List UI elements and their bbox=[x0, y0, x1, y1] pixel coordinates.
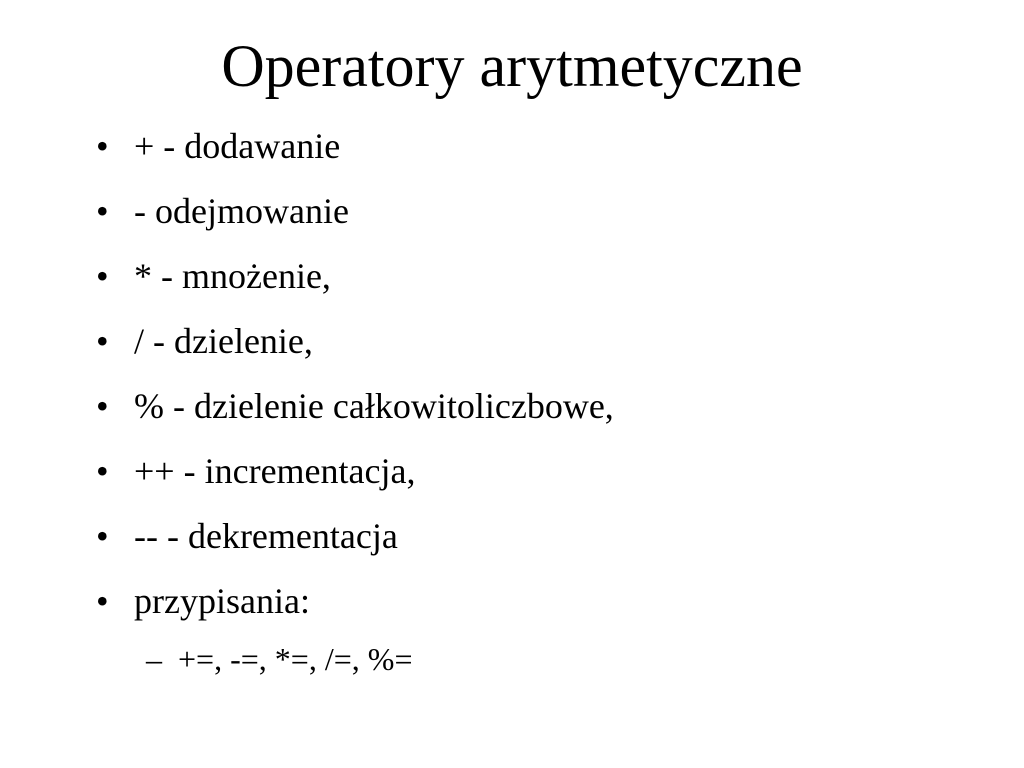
list-item bbox=[96, 510, 614, 562]
list-item bbox=[96, 315, 614, 367]
bullet-icon: • bbox=[96, 581, 109, 621]
list-item bbox=[96, 445, 614, 497]
dash-icon: – bbox=[146, 641, 162, 677]
list-item bbox=[96, 380, 614, 432]
slide-title: Operatory arytmetyczne bbox=[221, 33, 803, 99]
list-item-text: ++ - incrementacja, bbox=[134, 451, 416, 491]
bullet-icon: • bbox=[96, 256, 109, 296]
list-item-text: / - dzielenie, bbox=[134, 321, 313, 361]
bullet-list bbox=[96, 120, 614, 682]
list-item-text: + - dodawanie bbox=[134, 126, 341, 166]
bullet-icon: • bbox=[96, 321, 109, 361]
bullet-icon: • bbox=[96, 451, 109, 491]
bullet-icon: • bbox=[96, 516, 109, 556]
bullet-icon: • bbox=[96, 126, 109, 166]
list-item-text: -- - dekrementacja bbox=[134, 516, 398, 556]
list-item bbox=[96, 120, 614, 172]
sub-list-item bbox=[146, 636, 614, 682]
sub-list-item-text: +=, -=, *=, /=, %= bbox=[178, 641, 413, 677]
list-item-text: % - dzielenie całkowitoliczbowe, bbox=[134, 386, 614, 426]
list-item-text: - odejmowanie bbox=[134, 191, 349, 231]
bullet-icon: • bbox=[96, 386, 109, 426]
list-item bbox=[96, 575, 614, 627]
list-item bbox=[96, 250, 614, 302]
list-item-text: przypisania: bbox=[134, 581, 310, 621]
list-item-text: * - mnożenie, bbox=[134, 256, 331, 296]
bullet-icon: • bbox=[96, 191, 109, 231]
list-item bbox=[96, 185, 614, 237]
